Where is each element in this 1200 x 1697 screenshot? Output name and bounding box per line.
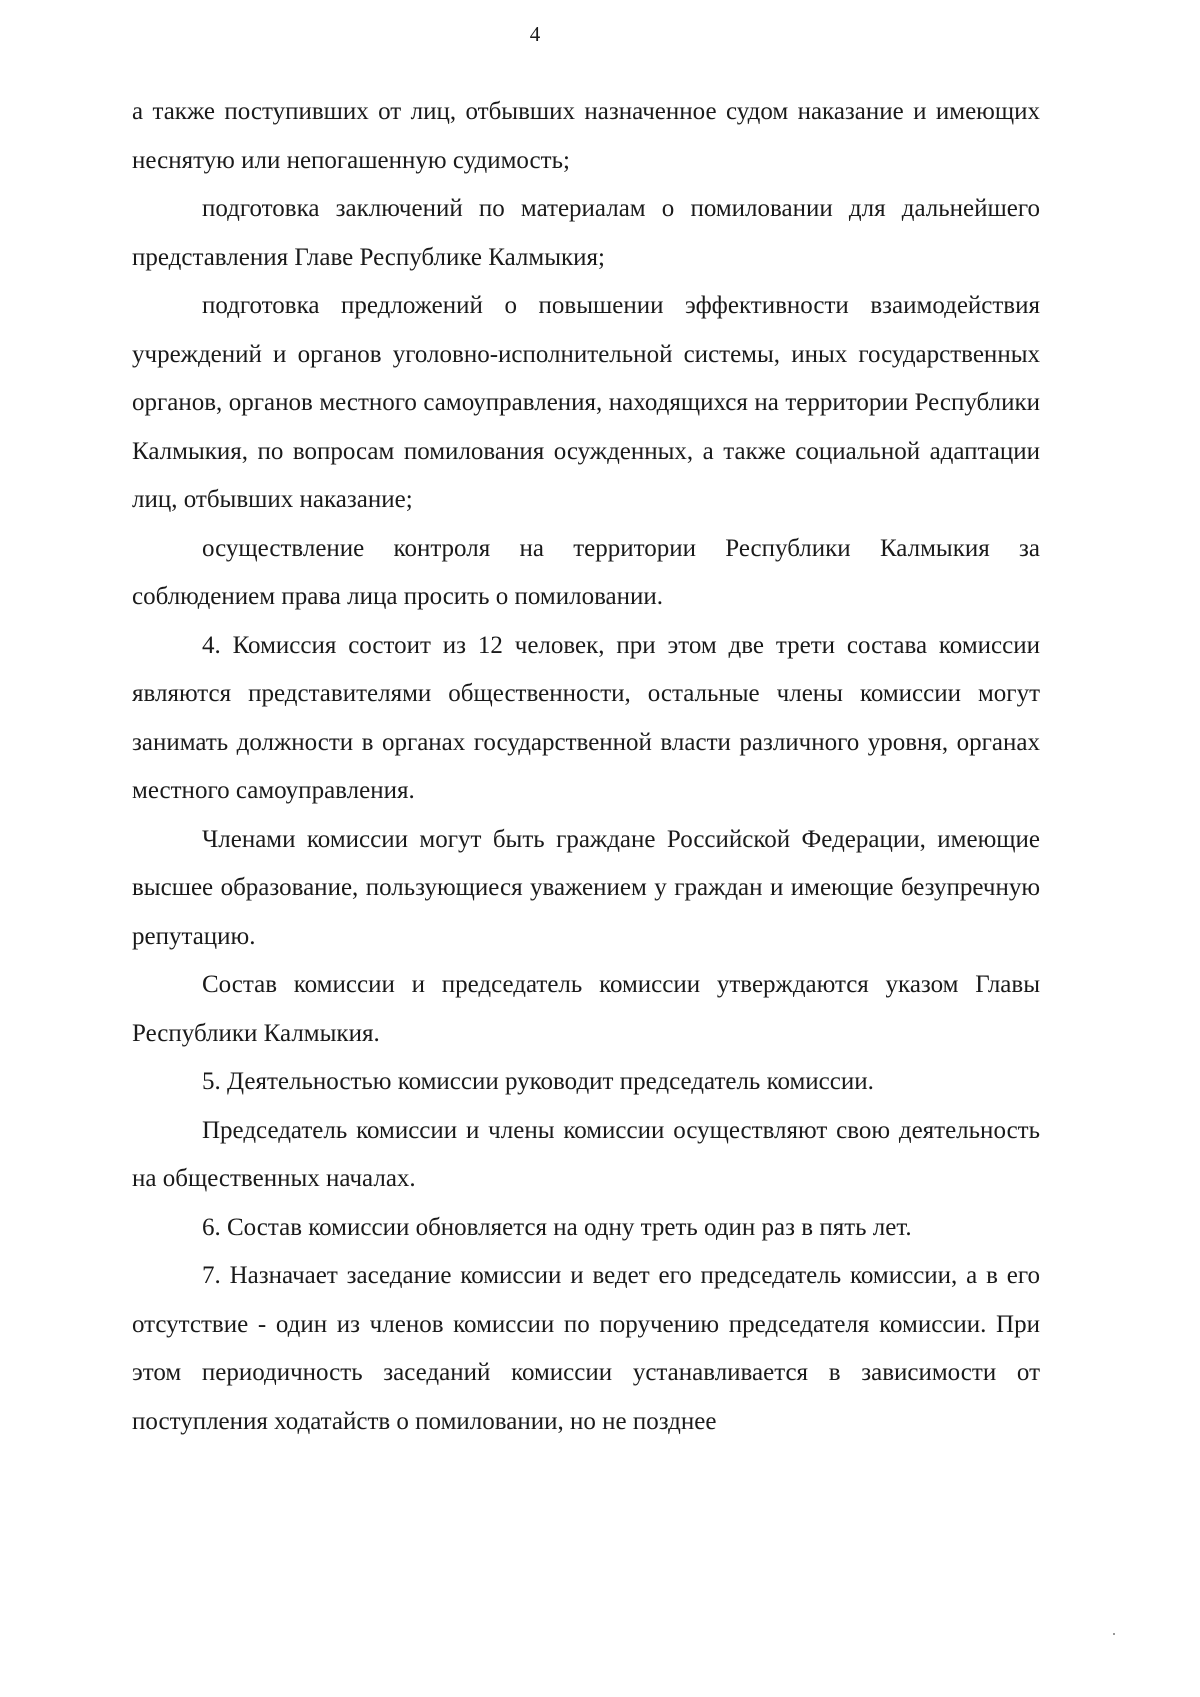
- paragraph-8: 5. Деятельностью комиссии руководит председатель комиссии.: [202, 1068, 874, 1095]
- paragraph-2: подготовка заключений по материалам о помиловании для дальнейшего представления Главе Республике Калмыкия;: [132, 195, 1040, 271]
- page-number: 4: [529, 22, 541, 46]
- paragraph-6: Членами комиссии могут быть граждане Российской Федерации, имеющие высшее образование, пользующиеся уважением у граждан и имеющие безупречную репутацию.: [132, 825, 1040, 950]
- paragraph-3: подготовка предложений о повышении эффективности взаимодействия учреждений и органов уголовно-исполнительной системы, иных государственных органов, органов местного самоуправления, находящихся на территории Республики Калмыкия, по вопросам помилования осужденных, а также социальной адаптации лиц, отбывших наказание;: [132, 292, 1040, 513]
- scan-speck: [1113, 1633, 1115, 1635]
- paragraph-9: Председатель комиссии и члены комиссии осуществляют свою деятельность на общественных началах.: [132, 1116, 1040, 1192]
- paragraph-10: 6. Состав комиссии обновляется на одну треть один раз в пять лет.: [202, 1213, 912, 1241]
- paragraph-7: Состав комиссии и председатель комиссии утверждаются указом Главы Республики Калмыкия.: [132, 971, 1040, 1047]
- paragraph-1: а также поступивших от лиц, отбывших назначенное судом наказание и имеющих неснятую или непогашенную судимость;: [132, 98, 1040, 174]
- paragraph-5: 4. Комиссия состоит из 12 человек, при этом две трети состава комиссии являются представителями общественности, остальные члены комиссии могут занимать должности в органах государственной власти различного уровня, органах местного самоуправления.: [132, 631, 1040, 804]
- paragraph-4: осуществление контроля на территории Республики Калмыкия за соблюдением права лица просить о помиловании.: [132, 534, 1040, 610]
- paragraph-11: 7. Назначает заседание комиссии и ведет его председатель комиссии, а в его отсутствие - один из членов комиссии по поручению председателя комиссии. При этом периодичность заседаний комиссии устанавливается в зависимости от поступления ходатайств о помиловании, но не позднее: [132, 1262, 1040, 1435]
- body-text: [132, 88, 1040, 1446]
